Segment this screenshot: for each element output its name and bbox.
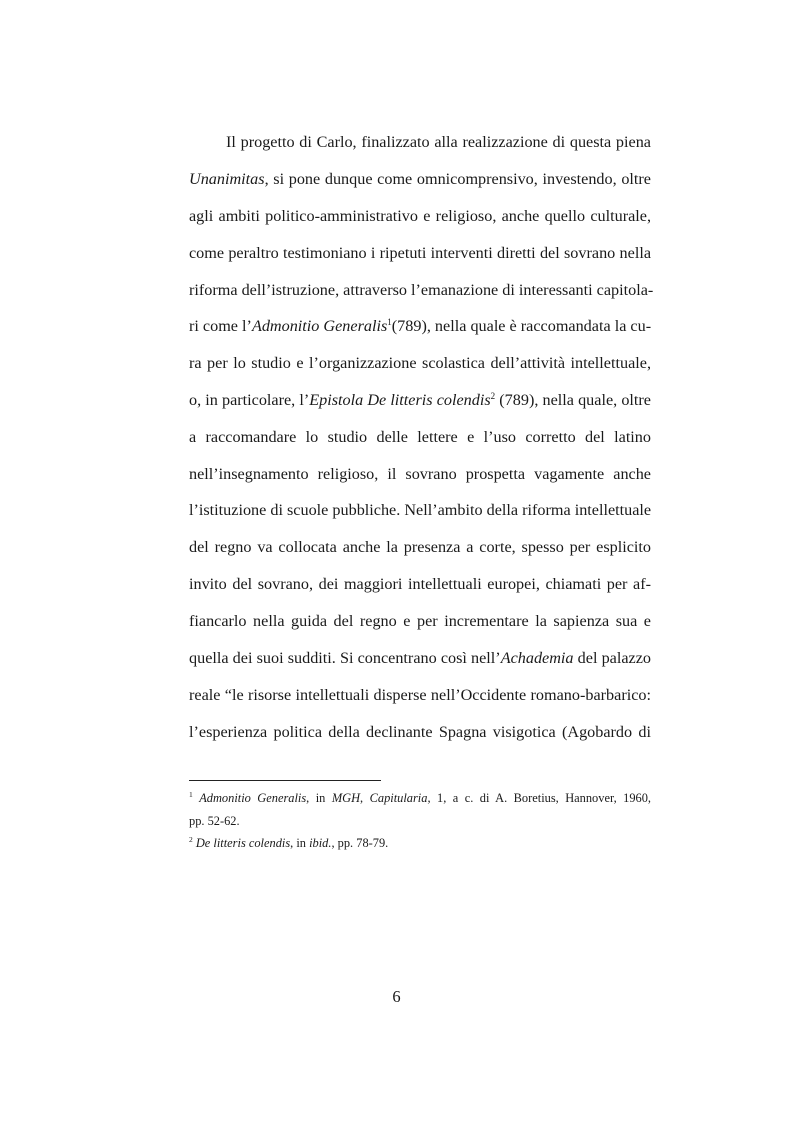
text-segment: o, in particolare, l’	[189, 391, 310, 409]
text-segment: , pp. 78-79.	[331, 836, 389, 850]
body-line-5	[189, 280, 654, 300]
body-line-15	[189, 648, 651, 668]
italic-term: ibid.	[309, 836, 332, 850]
body-line-10	[189, 464, 651, 484]
text-segment: pp. 52-62.	[189, 814, 240, 828]
text-segment: del palazzo	[573, 649, 651, 667]
text-segment: , in	[290, 836, 310, 850]
footnote-number: 2	[189, 835, 193, 844]
footnote-ref-2[interactable]: 2	[490, 391, 496, 401]
footnote-1	[189, 790, 651, 806]
body-line-12	[189, 537, 651, 557]
text-segment: ,	[360, 791, 370, 805]
text-segment: l’esperienza politica della declinante Spagna visigotica (Agobardo di	[189, 723, 651, 741]
italic-term: Capitularia,	[369, 791, 431, 805]
body-line-11	[189, 500, 651, 520]
body-line-2	[189, 169, 651, 189]
text-segment: , si pone dunque come omnicomprensivo, investendo, oltre	[264, 170, 651, 188]
body-line-16	[189, 685, 651, 705]
italic-term: Admonitio Generalis	[251, 317, 388, 335]
text-segment: come peraltro testimoniano i ripetuti interventi diretti del sovrano nella	[189, 244, 651, 262]
footnote-1-continued	[189, 813, 651, 829]
body-line-4	[189, 243, 651, 263]
page-number: 6	[392, 987, 401, 1006]
body-line-13	[189, 574, 651, 594]
body-line-7	[189, 353, 651, 373]
italic-term: De litteris colendis	[195, 836, 291, 850]
text-segment: agli ambiti politico-amministrativo e religioso, anche quello culturale,	[189, 207, 651, 225]
italic-term: Admonitio Generalis	[199, 791, 307, 805]
body-line-8	[189, 390, 651, 410]
text-segment: (789), nella quale è raccomandata la cu-	[391, 317, 652, 335]
text-segment: fiancarlo nella guida del regno e per incrementare la sapienza sua e	[189, 612, 651, 630]
italic-term: Epistola De litteris colendis	[309, 391, 491, 409]
body-line-3	[189, 206, 651, 226]
text-segment: reale “le risorse intellettuali disperse nell’Occidente romano-barbarico:	[189, 686, 651, 704]
text-segment: (789), nella quale, oltre	[495, 391, 651, 409]
text-segment: quella dei suoi sudditi. Si concentrano così nell’	[189, 649, 501, 667]
text-segment: del regno va collocata anche la presenza a corte, spesso per esplicito	[189, 538, 651, 556]
text-segment: l’istituzione di scuole pubbliche. Nell’ambito della riforma intellettuale	[189, 501, 652, 519]
footnote-number: 1	[189, 790, 193, 799]
text-segment: a raccomandare lo studio delle lettere e l’uso corretto del latino	[189, 428, 651, 446]
text-segment: ri come l’	[189, 317, 252, 335]
text-segment: invito del sovrano, dei maggiori intellettuali europei, chiamati per af-	[189, 575, 651, 593]
footnote-divider	[189, 780, 381, 781]
body-line-1	[226, 132, 651, 152]
body-line-14	[189, 611, 651, 631]
body-line-17	[189, 722, 651, 742]
italic-term: MGH	[331, 791, 361, 805]
text-segment: ra per lo studio e l’organizzazione scolastica dell’attività intellettuale,	[189, 354, 651, 372]
text-segment: 1, a c. di A. Boretius, Hannover, 1960,	[430, 791, 652, 805]
italic-term: Achademia	[500, 649, 574, 667]
footnote-ref-1[interactable]: 1	[387, 317, 392, 327]
footnote-2	[189, 835, 651, 851]
body-line-9	[189, 427, 651, 447]
body-line-6	[189, 316, 651, 336]
italic-term: Unanimitas	[189, 170, 265, 188]
text-segment: nell’insegnamento religioso, il sovrano prospetta vagamente anche	[189, 465, 651, 483]
text-segment: Il progetto di Carlo, finalizzato alla realizzazione di questa piena	[226, 133, 651, 151]
text-segment: riforma dell’istruzione, attraverso l’emanazione di interessanti capitola-	[189, 281, 654, 299]
text-segment: , in	[306, 791, 332, 805]
